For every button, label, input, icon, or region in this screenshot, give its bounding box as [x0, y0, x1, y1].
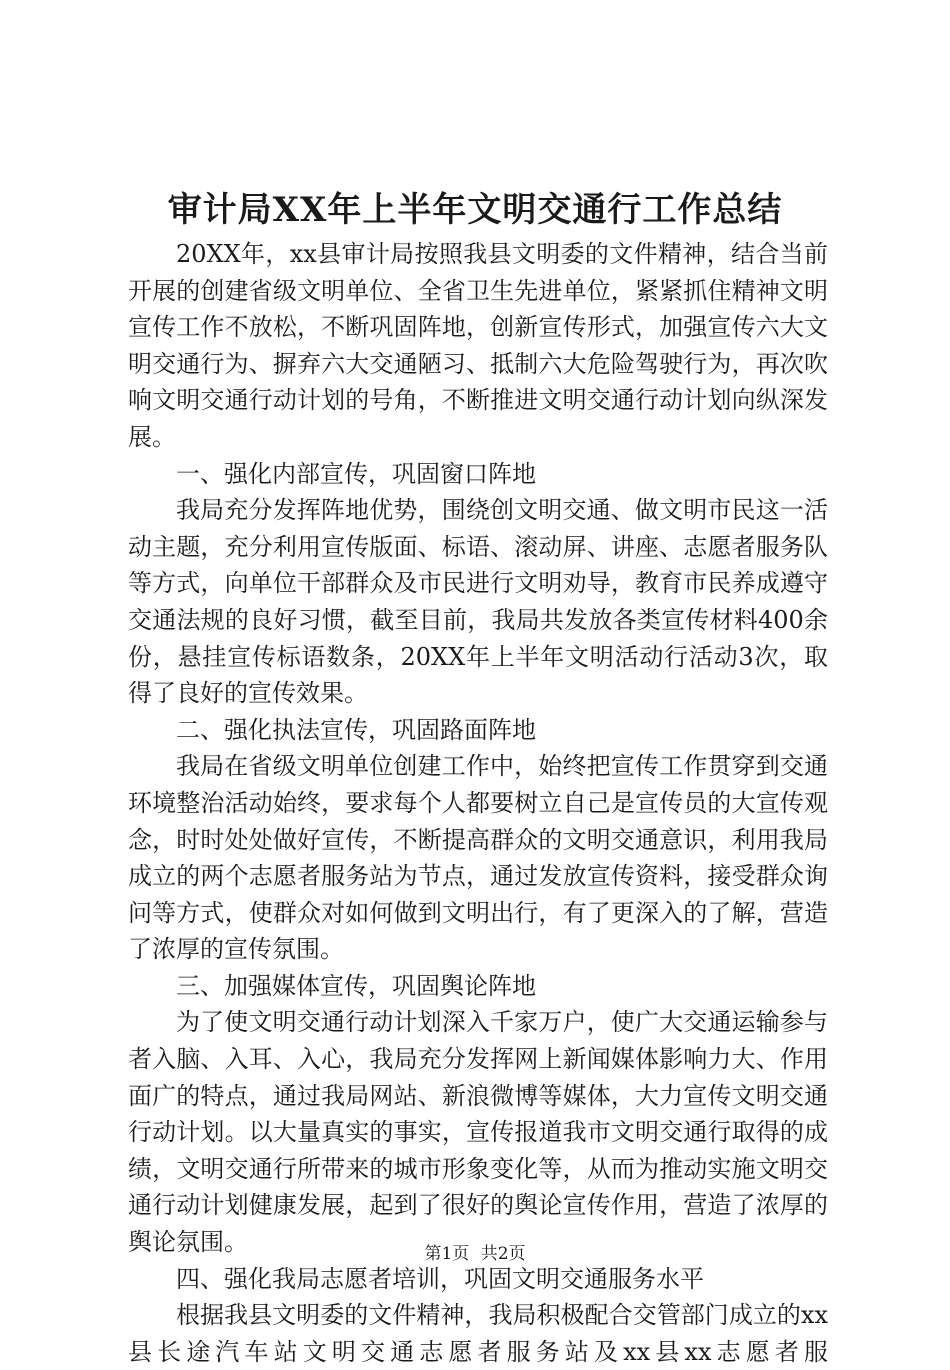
- intro-paragraph: 20XX年，xx县审计局按照我县文明委的文件精神，结合当前开展的创建省级文明单位、全省卫生先进单位，紧紧抓住精神文明宣传工作不放松，不断巩固阵地，创新宣传形式，加强宣传六大文明交通行为、摒弃六大交通陋习、抵制六大危险驾驶行为，再次吹响文明交通行动计划的号角，不断推进文明交通行动计划向纵深发展。: [128, 240, 828, 451]
- document-body: [128, 236, 828, 1370]
- page-number-footer: 第1页 共2页: [424, 1244, 526, 1264]
- section-body-1: 我局充分发挥阵地优势，围绕创文明交通、做文明市民这一活动主题，充分利用宣传版面、标语、滚动屏、讲座、志愿者服务队等方式，向单位干部群众及市民进行文明劝导，教育市民养成遵守交通法规的良好习惯，截至目前，我局共发放各类宣传材料400余份，悬挂宣传标语数条，20XX年上半年文明活动行活动3次，取得了良好的宣传效果。: [128, 496, 828, 708]
- section-body-3: 为了使文明交通行动计划深入千家万户，使广大交通运输参与者入脑、入耳、入心，我局充分发挥网上新闻媒体影响力大、作用面广的特点，通过我局网站、新浪微博等媒体，大力宣传文明交通行动计划。以大量真实的事实，宣传报道我市文明交通行取得的成绩，文明交通行所带来的城市形象变化等，从而为推动实施文明交通行动计划健康发展，起到了很好的舆论宣传作用，营造了浓厚的舆论氛围。: [128, 1008, 828, 1257]
- section-heading-1: 一、强化内部宣传，巩固窗口阵地: [176, 459, 536, 488]
- section-body-2: 我局在省级文明单位创建工作中，始终把宣传工作贯穿到交通环境整治活动始终，要求每个人都要树立自己是宣传员的大宣传观念，时时处处做好宣传，不断提高群众的文明交通意识，利用我局成立的两个志愿者服务站为节点，通过发放宣传资料，接受群众询问等方式，使群众对如何做到文明出行，有了更深入的了解，营造了浓厚的宣传氛围。: [128, 752, 828, 964]
- section-heading-2: 二、强化执法宣传，巩固路面阵地: [176, 715, 536, 744]
- document-title: 审计局XX年上半年文明交通行工作总结: [167, 190, 783, 230]
- section-heading-4: 四、强化我局志愿者培训，巩固文明交通服务水平: [176, 1264, 704, 1293]
- section-body-4: 根据我县文明委的文件精神，我局积极配合交管部门成立的xx县长途汽车站文明交通志愿者服务站及xx县xx志愿者服: [128, 1301, 828, 1366]
- section-heading-3: 三、加强媒体宣传，巩固舆论阵地: [176, 971, 536, 1000]
